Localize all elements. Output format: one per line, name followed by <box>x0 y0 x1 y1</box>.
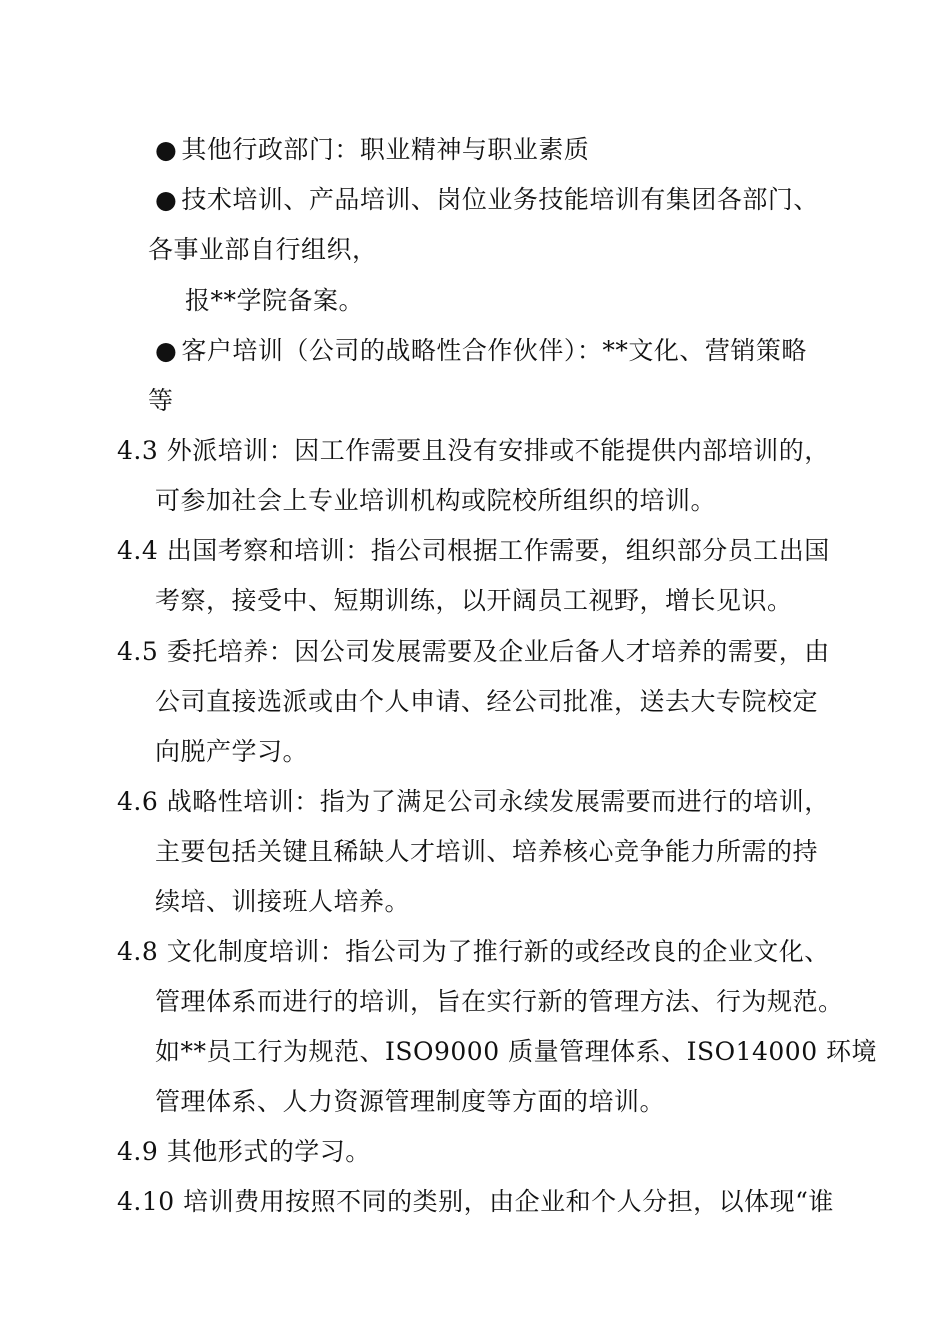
section-4-8-line-2: 管理体系而进行的培训，旨在实行新的管理方法、行为规范。 <box>155 987 844 1016</box>
section-4-3-line-2: 可参加社会上专业培训机构或院校所组织的培训。 <box>155 486 717 515</box>
section-4-5-line-2: 公司直接选派或由个人申请、经公司批准，送去大专院校定 <box>155 687 819 716</box>
bullet-item-customer-training <box>155 335 807 367</box>
section-4-8-line-3: 如**员工行为规范、ISO9000 质量管理体系、ISO14000 环境 <box>155 1037 878 1066</box>
bullet-text: 其他行政部门：职业精神与职业素质 <box>181 135 590 164</box>
section-4-8-line-1: 4.8 文化制度培训：指公司为了推行新的或经改良的企业文化、 <box>117 937 830 966</box>
section-4-8-line-4: 管理体系、人力资源管理制度等方面的培训。 <box>155 1087 666 1116</box>
bullet-text: 客户培训（公司的战略性合作伙伴）：**文化、营销策略 <box>181 336 807 365</box>
section-4-4-line-1: 4.4 出国考察和培训：指公司根据工作需要，组织部分员工出国 <box>117 536 830 565</box>
bullet-item-tech-training <box>155 184 819 216</box>
section-4-10-line-1: 4.10 培训费用按照不同的类别，由企业和个人分担，以体现“谁 <box>117 1187 834 1216</box>
bullet-text: 技术培训、产品培训、岗位业务技能培训有集团各部门、 <box>181 185 819 214</box>
bullet-continuation: 各事业部自行组织， <box>148 235 378 264</box>
bullet-continuation: 等 <box>148 386 174 415</box>
section-4-5-line-1: 4.5 委托培养：因公司发展需要及企业后备人才培养的需要，由 <box>117 637 830 666</box>
section-4-4-line-2: 考察，接受中、短期训练，以开阔员工视野，增长见识。 <box>155 586 793 615</box>
section-4-6-line-1: 4.6 战略性培训：指为了满足公司永续发展需要而进行的培训， <box>117 787 830 816</box>
section-4-9-line-1: 4.9 其他形式的学习。 <box>117 1137 371 1166</box>
section-4-6-line-2: 主要包括关键且稀缺人才培训、培养核心竞争能力所需的持 <box>155 837 819 866</box>
bullet-item-admin <box>155 134 589 166</box>
section-4-6-line-3: 续培、训接班人培养。 <box>155 887 411 916</box>
bullet-icon: ● <box>155 135 178 164</box>
section-4-3-line-1: 4.3 外派培训：因工作需要且没有安排或不能提供内部培训的， <box>117 436 830 465</box>
section-4-5-line-3: 向脱产学习。 <box>155 737 309 766</box>
bullet-icon: ● <box>155 336 178 365</box>
bullet-icon: ● <box>155 185 178 214</box>
bullet-continuation: 报**学院备案。 <box>185 286 365 315</box>
